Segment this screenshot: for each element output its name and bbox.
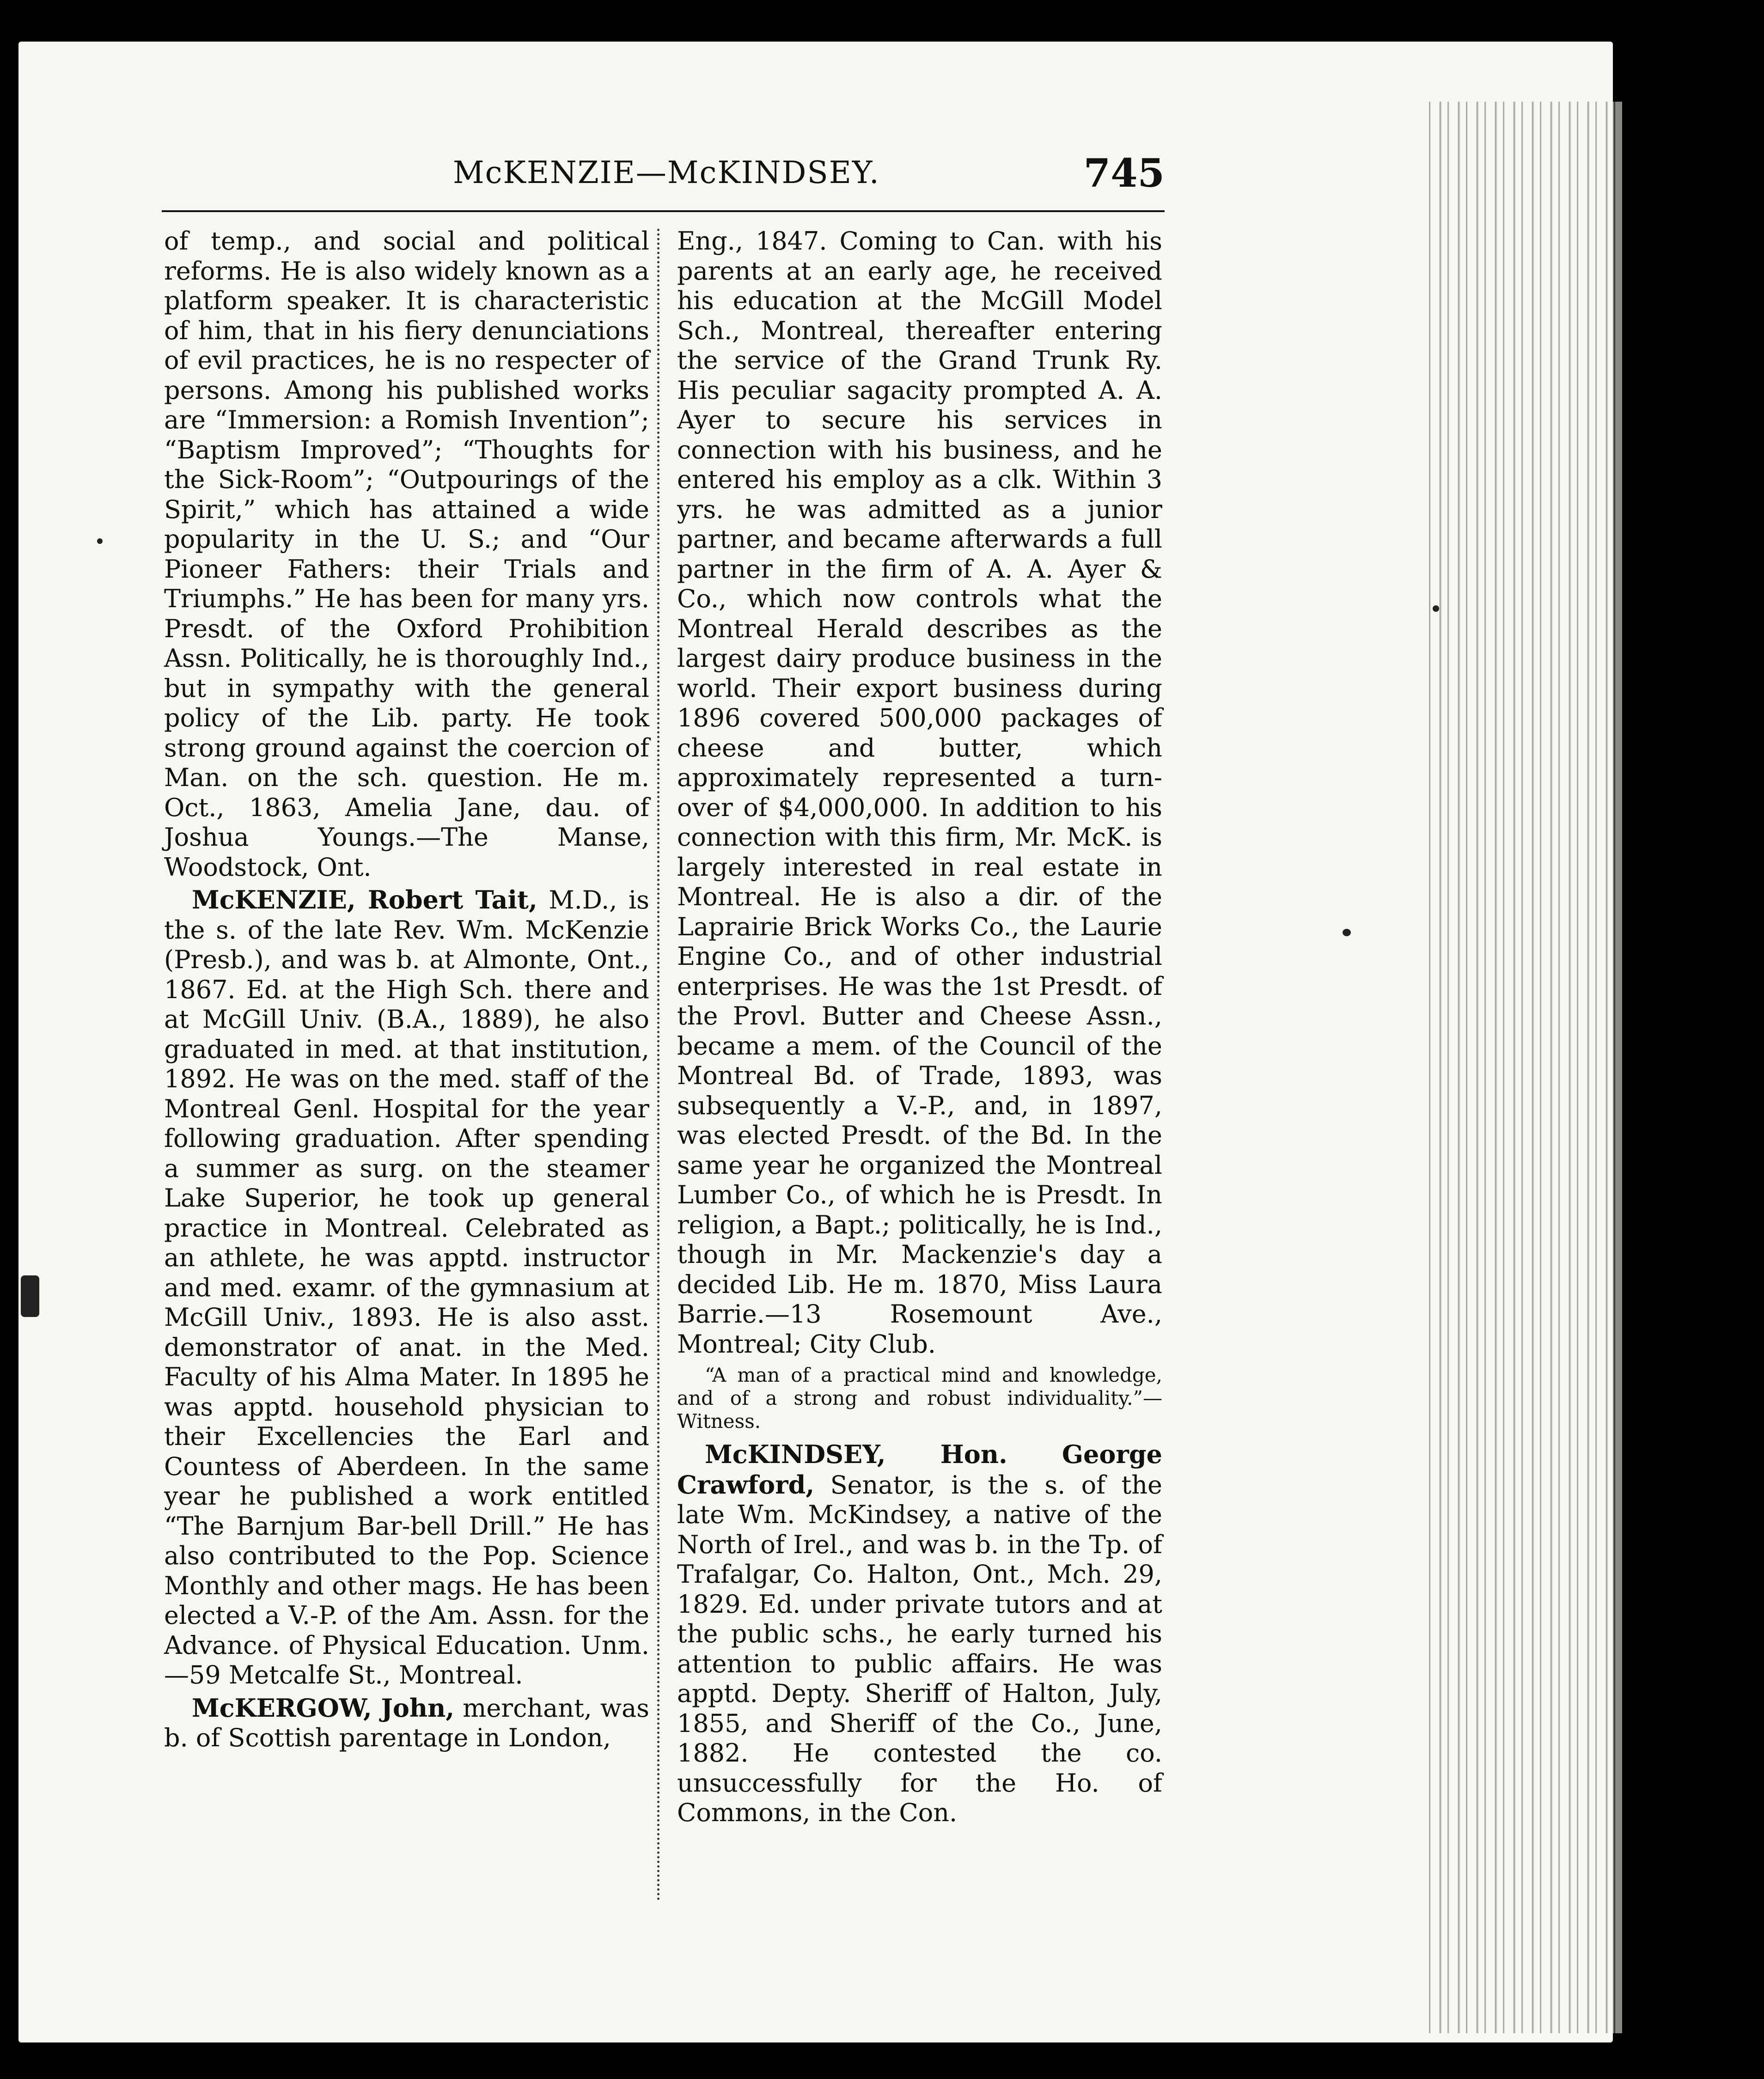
page-number: 745	[1083, 150, 1165, 196]
entry-mckindsey-george-crawford	[677, 1439, 1162, 1828]
page-header	[162, 150, 1165, 201]
ink-speck	[97, 538, 103, 544]
right-column	[677, 226, 1162, 1904]
entry-text: merchant, was b. of Scottish parentage in London,	[164, 1693, 649, 1752]
press-quote: “A man of a practical mind and knowledge, and of a strong and robust individuality.”—Witness.	[677, 1364, 1162, 1433]
running-head: McKENZIE—McKINDSEY.	[453, 155, 880, 190]
entry-name: McKINDSEY, Hon. George Crawford,	[677, 1439, 1162, 1500]
ink-speck	[1433, 605, 1439, 612]
entry-mckenzie-robert-tait	[164, 885, 649, 1690]
header-rule	[162, 210, 1165, 212]
entry-continuation: Eng., 1847. Coming to Can. with his parents at an early age, he received his education at the McGill Model Sch., Montreal, thereafter entering the service of the Grand Trunk Ry. His peculiar sagacity prompted A. A. Ayer to secure his services in connection with his business, and he entered his employ as a clk. Within 3 yrs. he was admitted as a junior partner, and became afterwards a full partner in the firm of A. A. Ayer & Co., which now controls what the Montreal Herald describes as the largest dairy produce business in the world. Their export business during 1896 covered 500,000 packages of cheese and butter, which approximately represented a turn-over of $4,000,000. In addition to his connection with this firm, Mr. McK. is largely interested in real estate in Montreal. He is also a dir. of the Laprairie Brick Works Co., the Laurie Engine Co., and of other industrial enterprises. He was the 1st Presdt. of the Provl. Butter and Cheese Assn., became a mem. of the Council of the Montreal Bd. of Trade, 1893, was subsequently a V.-P., and, in 1897, was elected Presdt. of the Bd. In the same year he organized the Montreal Lumber Co., of which he is Presdt. In religion, a Bapt.; politically, he is Ind., though in Mr. Mackenzie's day a decided Lib. He m. 1870, Miss Laura Barrie.—13 Rosemount Ave., Montreal; City Club.	[677, 226, 1162, 1359]
entry-name: McKENZIE, Robert Tait,	[192, 885, 537, 915]
column-divider	[657, 229, 659, 1902]
entry-continuation: of temp., and social and political reforms. He is also widely known as a platform speaker. It is characteristic of him, that in his fiery denunciations of evil practices, he is no respecter of persons. Among his published works are “Immersion: a Romish Invention”; “Baptism Improved”; “Thoughts for the Sick-Room”; “Outpourings of the Spirit,” which has attained a wide popularity in the U. S.; and “Our Pioneer Fathers: their Trials and Triumphs.” He has been for many yrs. Presdt. of the Oxford Prohibition Assn. Politically, he is thoroughly Ind., but in sympathy with the general policy of the Lib. party. He took strong ground against the coercion of Man. on the sch. question. He m. Oct., 1863, Amelia Jane, dau. of Joshua Youngs.—The Manse, Woodstock, Ont.	[164, 226, 649, 882]
entry-text: M.D., is the s. of the late Rev. Wm. McKenzie (Presb.), and was b. at Almonte, Ont., 1867. Ed. at the High Sch. there and at McGill Univ. (B.A., 1889), he also graduated in med. at that institution, 1892. He was on the med. staff of the Montreal Genl. Hospital for the year following graduation. After spending a summer as surg. on the steamer Lake Superior, he took up general practice in Montreal. Celebrated as an athlete, he was apptd. instructor and med. examr. of the gymnasium at McGill Univ., 1893. He is also asst. demonstrator of anat. in the Med. Faculty of his Alma Mater. In 1895 he was apptd. household physician to their Excellencies the Earl and Countess of Aberdeen. In the same year he published a work entitled “The Barnjum Bar-bell Drill.” He has also contributed to the Pop. Science Monthly and other mags. He has been elected a V.-P. of the Am. Assn. for the Advance. of Physical Education. Unm.—59 Metcalfe St., Montreal.	[164, 885, 649, 1689]
entry-mckergow-john	[164, 1693, 649, 1753]
entry-name: McKERGOW, John,	[192, 1693, 455, 1723]
left-column	[164, 226, 649, 1904]
binding-gutter	[1423, 102, 1622, 2033]
entry-text: Senator, is the s. of the late Wm. McKindsey, a native of the North of Irel., and was b. in the Tp. of Trafalgar, Co. Halton, Ont., Mch. 29, 1829. Ed. under private tutors and at the public schs., he early turned his attention to public affairs. He was apptd. Depty. Sheriff of Halton, July, 1855, and Sheriff of the Co., June, 1882. He contested the co. unsuccessfully for the Ho. of Commons, in the Con.	[677, 1470, 1162, 1827]
ink-speck	[21, 1275, 39, 1317]
ink-speck	[1343, 929, 1351, 936]
